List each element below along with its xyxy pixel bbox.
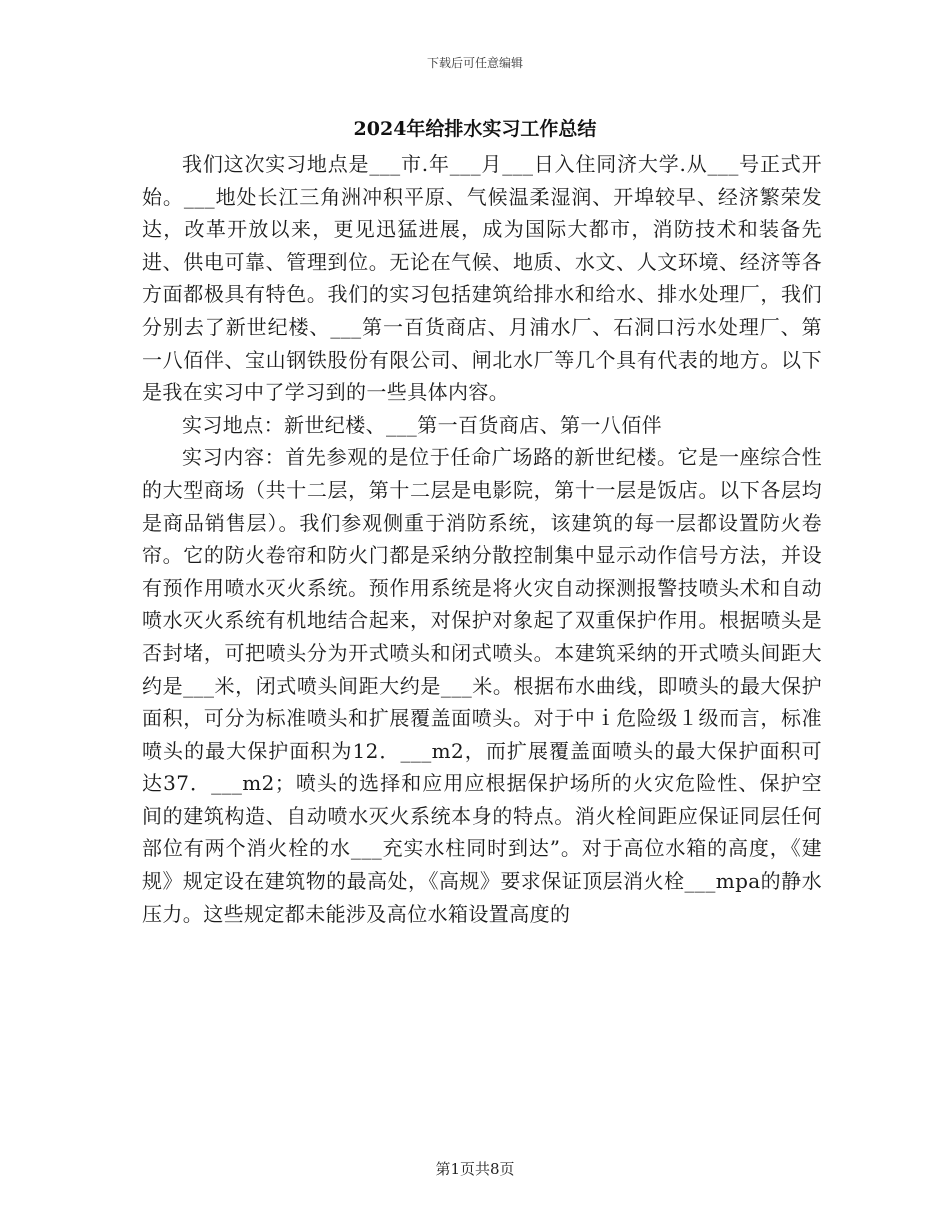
- header-note: 下载后可任意编辑: [426, 56, 523, 70]
- document-body: [142, 148, 822, 930]
- paragraph-intro: 我们这次实习地点是___市.年___月___日入住同济大学.从___号正式开始。___地处长江三角洲冲积平原、气候温柔湿润、开埠较早、经济繁荣发达，改革开放以来，更见迅猛进展，成为国际大都市，消防技术和装备先进、供电可靠、管理到位。无论在气候、地质、水文、人文环境、经济等各方面都极具有特色。我们的实习包括建筑给排水和给水、排水处理厂，我们分别去了新世纪楼、___第一百货商店、月浦水厂、石洞口污水处理厂、第一八佰伴、宝山钢铁股份有限公司、闸北水厂等几个具有代表的地方。以下是我在实习中了学习到的一些具体内容。: [142, 152, 822, 405]
- page-number: 第1页共8页: [435, 1160, 515, 1178]
- document-title: 2024年给排水实习工作总结: [353, 118, 597, 140]
- paragraph-content: 实习内容：首先参观的是位于任命广场路的新世纪楼。它是一座综合性的大型商场（共十二层，第十二层是电影院，第十一层是饭店。以下各层均是商品销售层）。我们参观侧重于消防系统，该建筑的每一层都设置防火卷帘。它的防火卷帘和防火门都是采纳分散控制集中显示动作信号方法，并设有预作用喷水灭火系统。预作用系统是将火灾自动探测报警技喷头术和自动喷水灭火系统有机地结合起来，对保护对象起了双重保护作用。根据喷头是否封堵，可把喷头分为开式喷头和闭式喷头。本建筑采纳的开式喷头间距大约是___米，闭式喷头间距大约是___米。根据布水曲线，即喷头的最大保护面积，可分为标准喷头和扩展覆盖面喷头。对于中ｉ危险级１级而言，标准喷头的最大保护面积为12．___m2，而扩展覆盖面喷头的最大保护面积可达37．___m2；喷头的选择和应用应根据保护场所的火灾危险性、保护空间的建筑构造、自动喷水灭火系统本身的特点。消火栓间距应保证同层任何部位有两个消火栓的水___充实水柱同时到达”。对于高位水箱的高度，《建规》规定设在建筑物的最高处，《高规》要求保证顶层消火栓___mpa的静水压力。这些规定都未能涉及高位水箱设置高度的: [142, 445, 822, 926]
- paragraph-location: 实习地点：新世纪楼、___第一百货商店、第一八佰伴: [182, 412, 662, 437]
